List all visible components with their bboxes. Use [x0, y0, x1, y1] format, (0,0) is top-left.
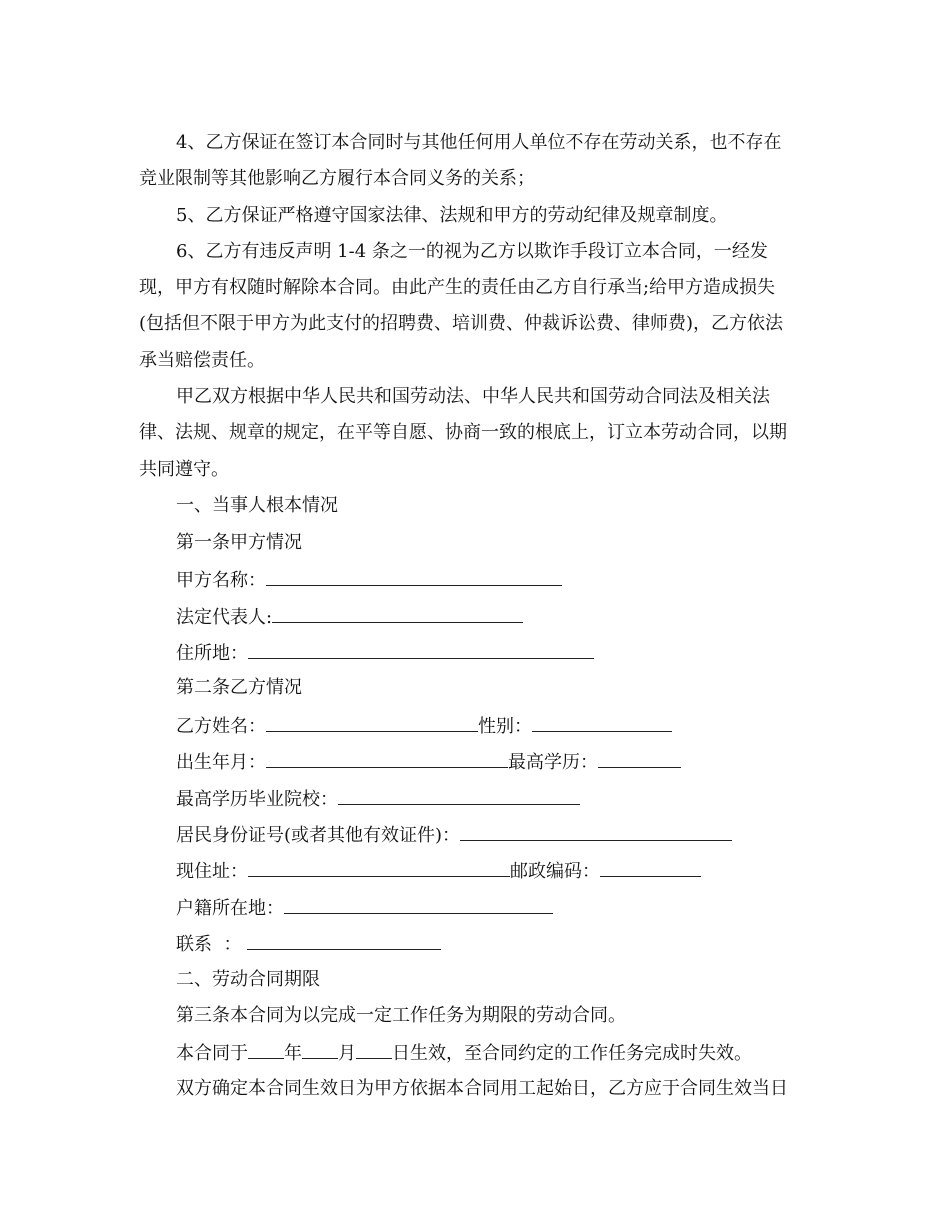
current-address-blank[interactable]	[248, 858, 510, 877]
intro-line-3: 共同遵守。	[139, 459, 229, 480]
address-row	[176, 640, 594, 666]
contact-blank[interactable]	[247, 931, 441, 950]
birth-label: 出生年月：	[176, 752, 266, 773]
effective-date-note: 双方确定本合同生效日为甲方依据本合同用工起始日，乙方应于合同生效当日	[176, 1078, 788, 1099]
address-label: 住所地：	[176, 643, 248, 664]
current-address-row	[176, 858, 701, 884]
gender-blank[interactable]	[532, 713, 672, 732]
education-blank[interactable]	[598, 749, 681, 768]
effective-date-prefix: 本合同于	[176, 1043, 248, 1064]
id-row	[176, 822, 732, 848]
effective-date-suffix: 日生效，至合同约定的工作任务完成时失效。	[392, 1043, 752, 1064]
school-row	[176, 786, 580, 812]
school-label: 最高学历毕业院校：	[176, 789, 338, 810]
school-blank[interactable]	[338, 786, 580, 805]
household-blank[interactable]	[284, 895, 553, 914]
legal-rep-blank[interactable]	[272, 604, 523, 623]
party-a-name-row	[176, 567, 562, 593]
year-blank[interactable]	[248, 1040, 284, 1059]
birth-blank[interactable]	[266, 749, 508, 768]
clause-4-line-1: 4、乙方保证在签订本合同时与其他任何用人单位不存在劳动关系，也不存在	[176, 132, 782, 153]
section-1-heading: 一、当事人根本情况	[176, 495, 338, 516]
id-label: 居民身份证号(或者其他有效证件)：	[176, 825, 461, 846]
gender-label: 性别：	[478, 716, 532, 737]
month-blank[interactable]	[302, 1040, 338, 1059]
current-address-label: 现住址：	[176, 861, 248, 882]
article-1-heading: 第一条甲方情况	[176, 532, 302, 553]
clause-6-line-2: 现，甲方有权随时解除本合同。由此产生的责任由乙方自行承当;给甲方造成损失	[139, 277, 776, 298]
article-2-heading: 第二条乙方情况	[176, 677, 302, 698]
clause-5: 5、乙方保证严格遵守国家法律、法规和甲方的劳动纪律及规章制度。	[176, 205, 728, 226]
address-blank[interactable]	[248, 640, 594, 659]
day-blank[interactable]	[356, 1040, 392, 1059]
intro-line-2: 律、法规、规章的规定，在平等自愿、协商一致的根底上，订立本劳动合同，以期	[139, 422, 787, 443]
party-a-name-label: 甲方名称：	[176, 570, 266, 591]
contact-label: 联系 ：	[176, 934, 242, 955]
party-b-name-label: 乙方姓名：	[176, 716, 266, 737]
year-label: 年	[284, 1043, 302, 1064]
contact-row	[176, 931, 441, 957]
household-row	[176, 895, 553, 921]
party-b-name-blank[interactable]	[266, 713, 478, 732]
clause-6-line-1: 6、乙方有违反声明 1-4 条之一的视为乙方以欺诈手段订立本合同，一经发	[176, 241, 768, 262]
clause-4-line-2: 竞业限制等其他影响乙方履行本合同义务的关系；	[139, 168, 535, 189]
household-label: 户籍所在地：	[176, 898, 284, 919]
legal-rep-row	[176, 604, 523, 630]
legal-rep-label: 法定代表人:	[176, 607, 273, 628]
education-label: 最高学历：	[508, 752, 598, 773]
clause-6-line-3: (包括但不限于甲方为此支付的招聘费、培训费、仲裁诉讼费、律师费)，乙方依法	[139, 313, 784, 334]
postcode-label: 邮政编码：	[510, 861, 600, 882]
section-2-heading: 二、劳动合同期限	[176, 969, 320, 990]
intro-line-1: 甲乙双方根据中华人民共和国劳动法、中华人民共和国劳动合同法及相关法	[176, 386, 770, 407]
clause-6-line-4: 承当赔偿责任。	[139, 350, 265, 371]
party-b-row	[176, 713, 672, 739]
month-label: 月	[338, 1043, 356, 1064]
id-blank[interactable]	[460, 822, 732, 841]
party-a-name-blank[interactable]	[266, 567, 562, 586]
postcode-blank[interactable]	[600, 858, 701, 877]
effective-date-row	[176, 1040, 752, 1066]
birth-education-row	[176, 749, 681, 775]
article-3: 第三条本合同为以完成一定工作任务为期限的劳动合同。	[176, 1005, 626, 1026]
